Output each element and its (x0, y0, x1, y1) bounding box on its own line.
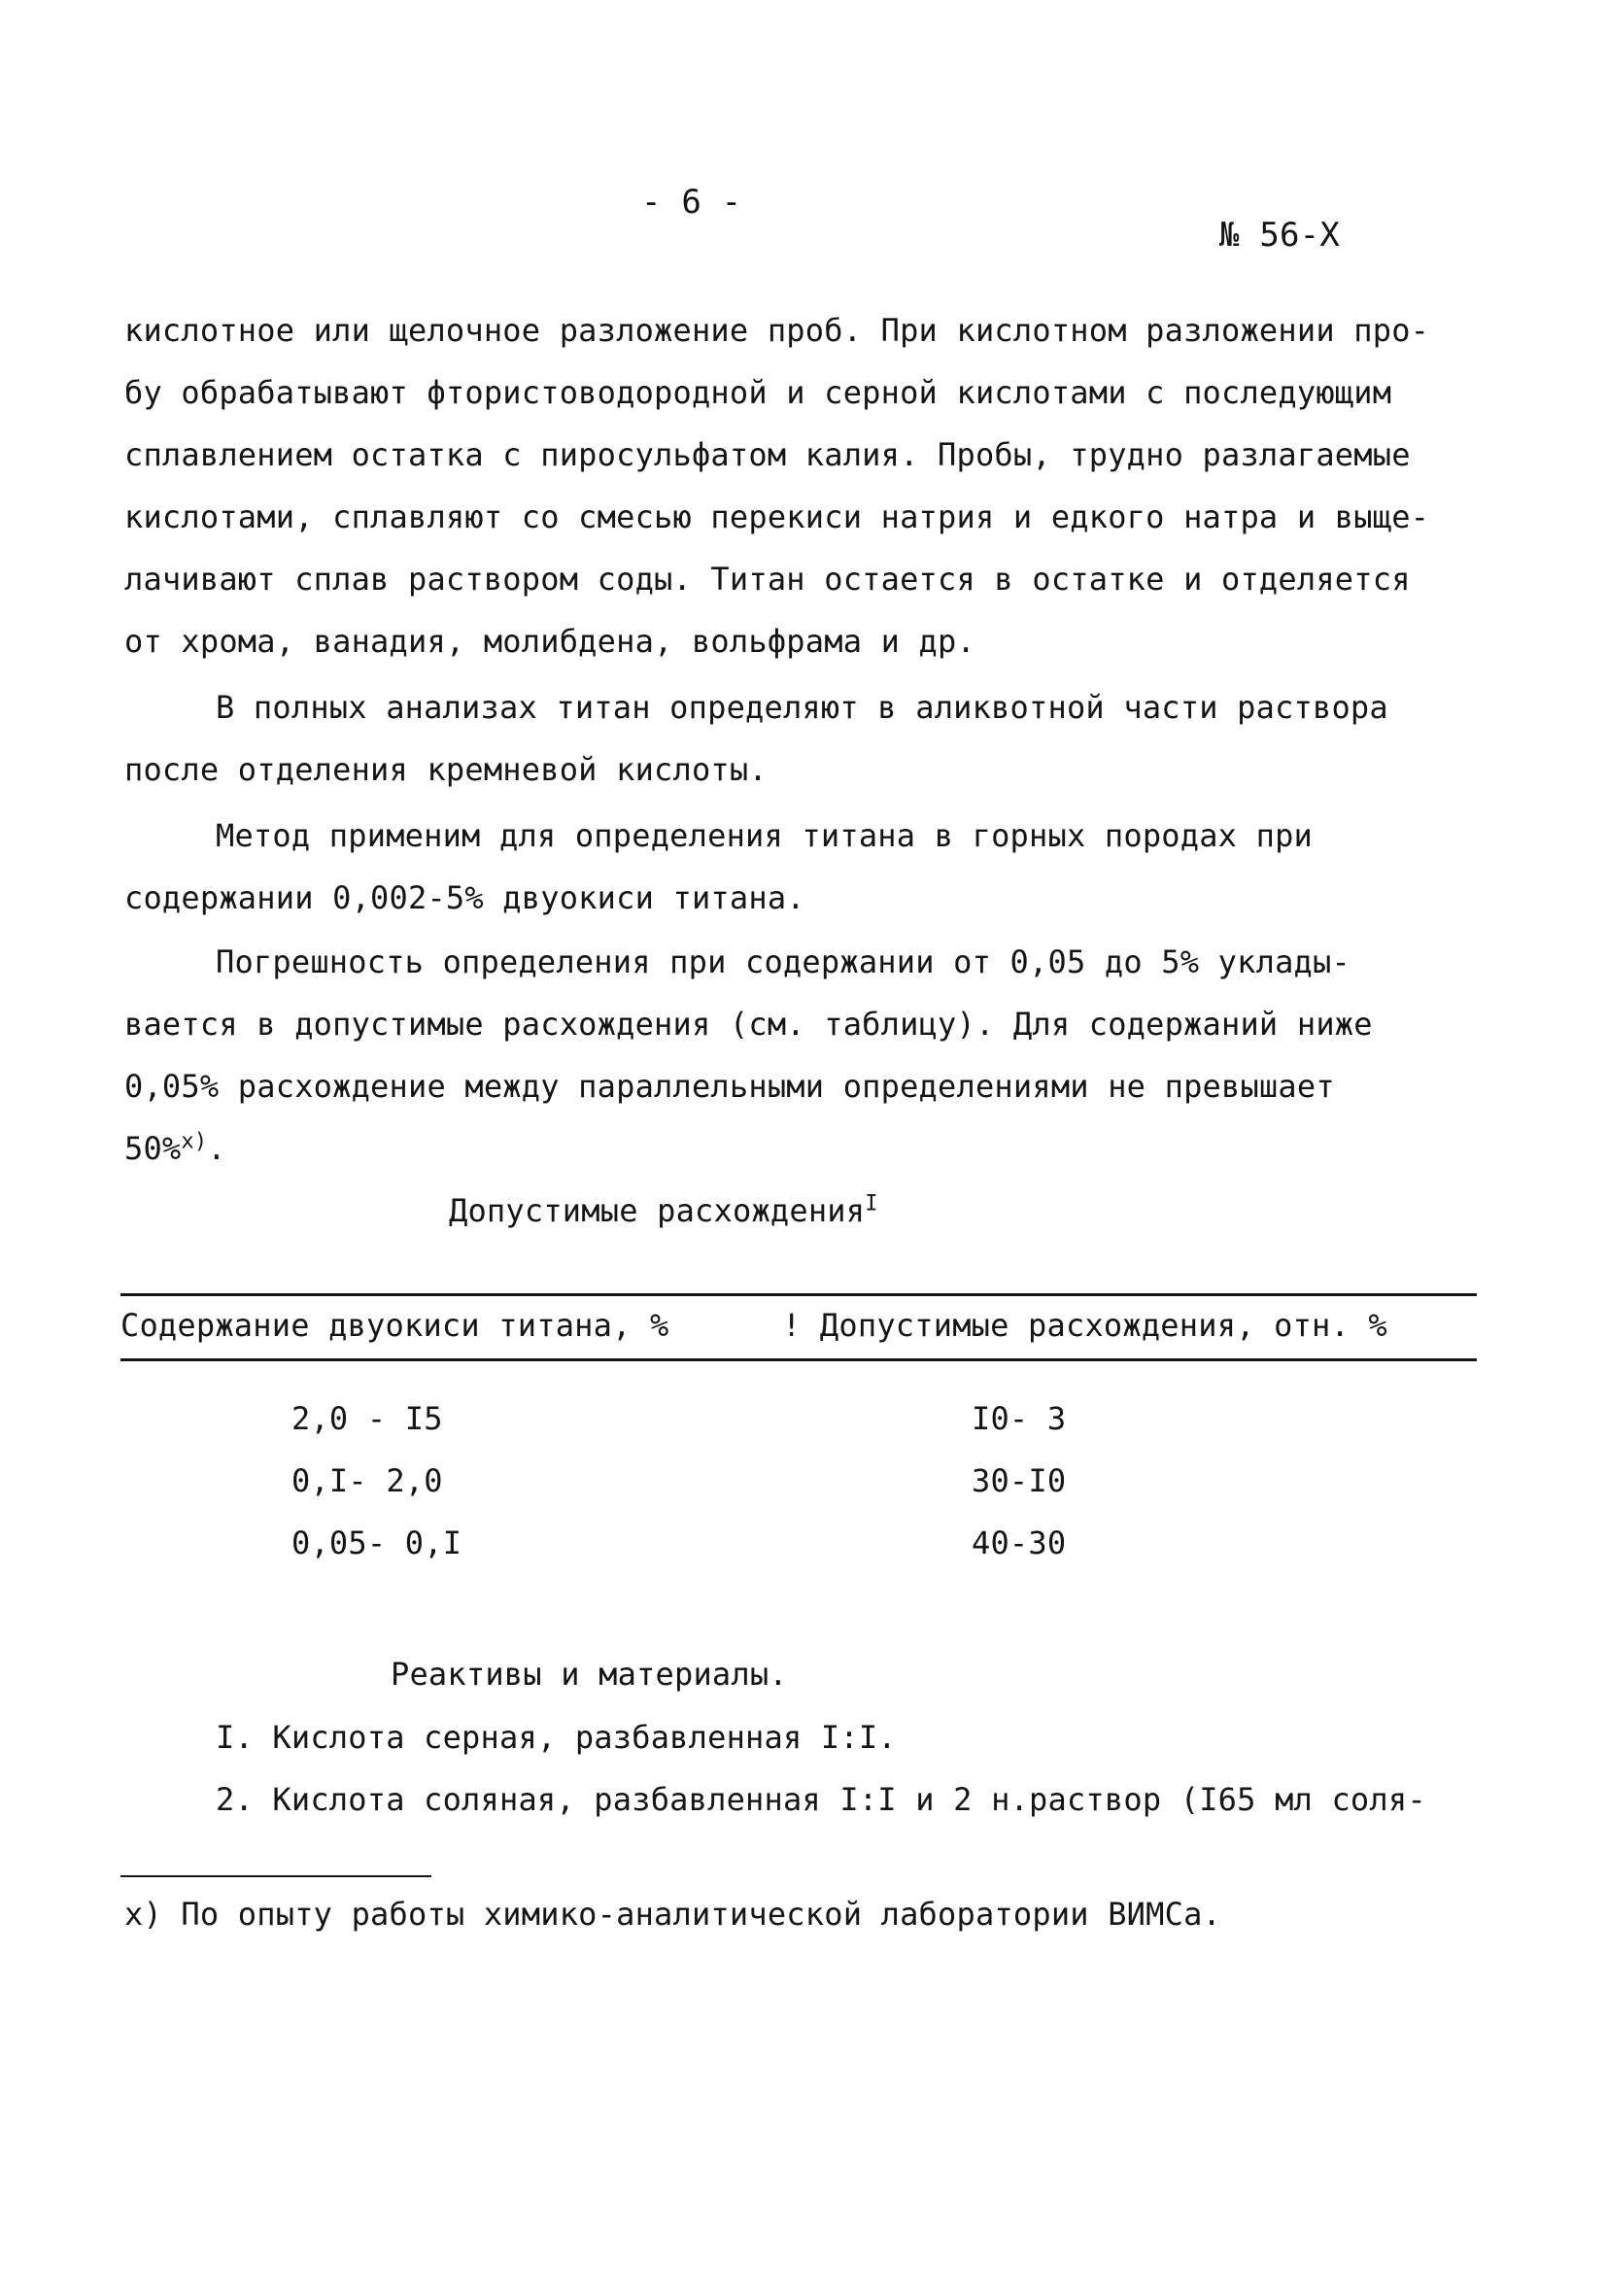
paragraph-line: бу обрабатывают фтористоводородной и серной кислотами с последующим (124, 374, 1392, 411)
table-title (449, 1191, 878, 1230)
table-cell-discrepancy: I0- 3 (972, 1400, 1067, 1437)
footnote-ref-value: 50% (124, 1130, 182, 1167)
table-title-text: Допустимые расхождения (449, 1192, 866, 1229)
footnote-marker: x) (181, 1129, 208, 1154)
paragraph-line: кислотами, сплавляют со смесью перекиси натрия и едкого натра и выще- (124, 498, 1430, 535)
table-title-marker: I (865, 1191, 878, 1217)
paragraph-line: 0,05% расхождение между параллельными определениями не превышает (124, 1068, 1335, 1105)
table-cell-discrepancy: 40-30 (972, 1525, 1067, 1561)
table-cell-content: 0,05- 0,I (291, 1525, 462, 1561)
paragraph-line: вается в допустимые расхождения (см. таблицу). Для содержаний ниже (124, 1006, 1373, 1043)
table-cell-content: 0,I- 2,0 (291, 1462, 443, 1499)
reagent-item: 2. Кислота соляная, разбавленная I:I и 2 н.раствор (I65 мл соля- (216, 1781, 1426, 1818)
paragraph-line: В полных анализах титан определяют в аликвотной части раствора (216, 689, 1388, 726)
reagent-item: I. Кислота серная, разбавленная I:I. (216, 1719, 897, 1756)
table-header-discrepancy: ! Допустимые расхождения, отн. % (782, 1307, 1387, 1344)
paragraph-line: Погрешность определения при содержании от 0,05 до 5% уклады- (216, 943, 1351, 980)
document-code: № 56-X (1219, 216, 1341, 255)
table-header-content: Содержание двуокиси титана, % (120, 1307, 669, 1344)
paragraph-line-last (124, 1129, 226, 1168)
footnote-rule (120, 1875, 431, 1877)
table-top-rule (120, 1293, 1477, 1296)
sentence-end: . (207, 1130, 226, 1167)
table-cell-discrepancy: 30-I0 (972, 1462, 1067, 1499)
page-number: - 6 - (641, 183, 742, 222)
table-cell-content: 2,0 - I5 (291, 1400, 443, 1437)
table-header-rule (120, 1358, 1477, 1361)
paragraph-line: сплавлением остатка с пиросульфатом калия. Пробы, трудно разлагаемые (124, 436, 1411, 473)
paragraph-line: Метод применим для определения титана в горных породах при (216, 817, 1314, 854)
paragraph-line: содержании 0,002-5% двуокиси титана. (124, 879, 805, 916)
paragraph-line: от хрома, ванадия, молибдена, вольфрама и др. (124, 623, 975, 660)
paragraph-line: лачивают сплав раствором соды. Титан остается в остатке и отделяется (124, 561, 1411, 598)
footnote: x) По опыту работы химико-аналитической лаборатории ВИМСа. (124, 1896, 1222, 1933)
paragraph-line: после отделения кремневой кислоты. (124, 751, 768, 788)
paragraph-line: кислотное или щелочное разложение проб. При кислотном разложении про- (124, 312, 1430, 349)
section-heading: Реактивы и материалы. (391, 1656, 788, 1693)
